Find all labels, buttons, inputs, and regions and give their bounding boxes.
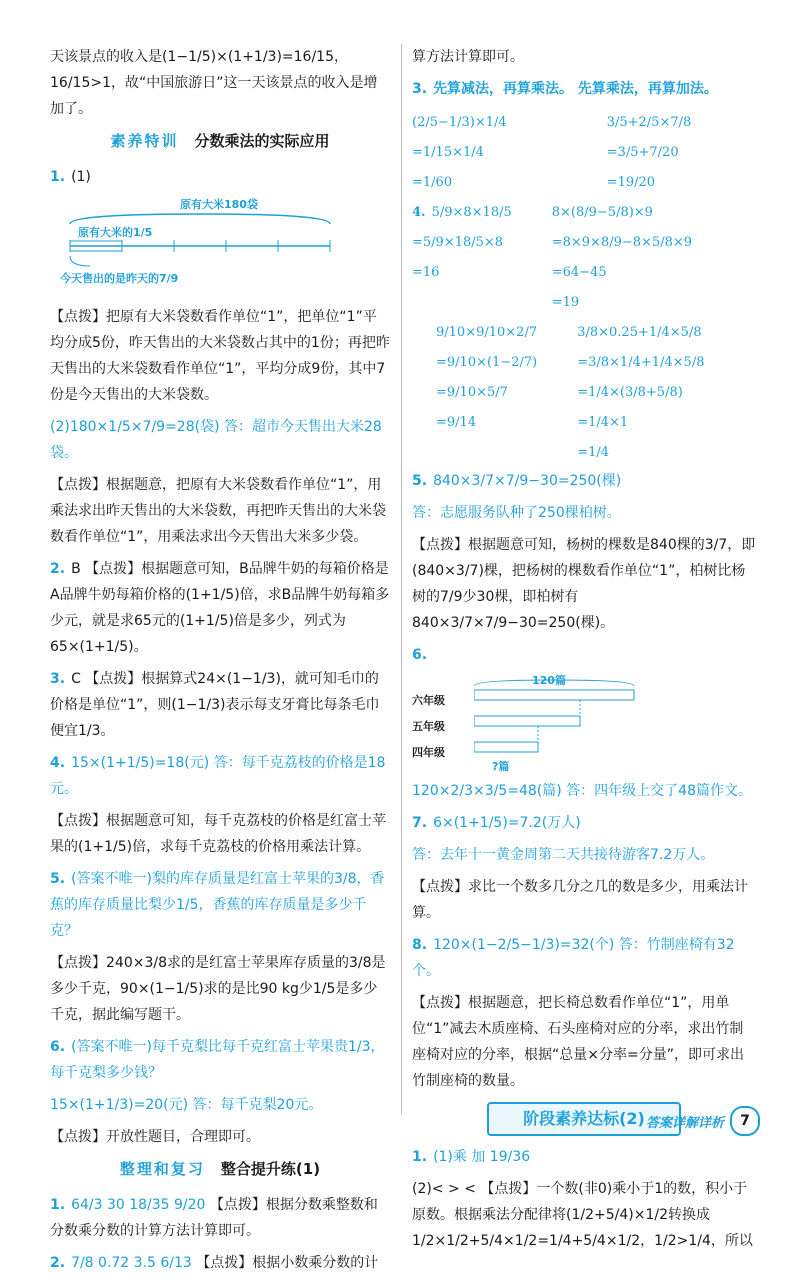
diagram-total-label: 原有大米180袋 [180, 198, 258, 211]
column-divider [401, 44, 402, 1114]
r4-a [412, 198, 512, 318]
r3-calcs [412, 108, 756, 198]
q4-text: 15×(1+1/5)=18(元) 答：每千克荔枝的价格是18元。 [50, 755, 386, 797]
q1-tip: 【点拨】把原有大米袋数看作单位“1”，把单位“1”平均分成5份，昨天售出的大米袋数占其中的1份；再把昨天售出的大米袋数看作单位“1”，平均分成9份，其中7份是今天售出的大米袋数。 [50, 309, 390, 403]
r7-calc: 6×(1+1/5)=7.2(万人) [433, 815, 581, 831]
q-number: 7. [412, 815, 428, 831]
calc-line: =3/5+7/20 [606, 145, 679, 160]
rice-diagram [50, 196, 390, 296]
r4-calcs-top [412, 198, 756, 318]
diagram6-g4: 四年级 [412, 746, 445, 759]
q4-tip: 【点拨】根据题意可知，每千克荔枝的价格是红富士苹果的(1+1/5)倍，求每千克荔枝的价格用乘法计算。 [50, 813, 386, 855]
r4-c [412, 318, 537, 468]
q-number: 1. [50, 169, 66, 185]
q6-calc: 15×(1+1/3)=20(元) 答：每千克梨20元。 [50, 1097, 323, 1113]
calc-line: =9/14 [436, 415, 477, 430]
q-number: 1. [412, 1149, 428, 1165]
r8-calc: 120×(1−2/5−1/3)=32(个) 答：竹制座椅有32个。 [412, 937, 735, 979]
continued-text: 算方法计算即可。 [412, 49, 524, 65]
r5-calc: 840×3/7×7/9−30=250(棵) [433, 473, 622, 489]
s1-part2: (2)< > < 【点拨】一个数(非0)乘小于1的数，积小于原数。根据乘法分配律将(1/2+5/4)×1/2转换成1/2×1/2+5/4×1/2=1/4+5/4×1/2，1/2>1/4，所以 [412, 1181, 753, 1249]
q3-text: C 【点拨】根据算式24×(1−1/3)，就可知毛巾的价格是单位“1”，则(1−1/3)表示每支牙膏比每条毛巾便宜1/3。 [50, 671, 380, 739]
left-column [50, 44, 390, 1282]
q-number: 5. [50, 871, 66, 887]
calc-line: 5/9×8×18/5 [431, 205, 512, 220]
calc-line: =9/10×(1−2/7) [436, 355, 538, 370]
section-header [50, 128, 390, 154]
r5-tip: 【点拨】根据题意可知，杨树的棵数是840棵的3/7，即(840×3/7)棵，把杨树的棵数看作单位“1”，柏树比杨树的7/9少30棵，即柏树有840×3/7×7/9−30=250(棵)。 [412, 537, 756, 631]
q5-text: (答案不唯一)梨的库存质量是红富士苹果的3/8，香蕉的库存质量比梨少1/5，香蕉的库存质量是多少千克？ [50, 871, 385, 939]
q1-part2: (2)180×1/5×7/9=28(袋) 答：超市今天售出大米28袋。 [50, 419, 382, 461]
calc-line: =1/4 [577, 445, 610, 460]
r7-tip: 【点拨】求比一个数多几分之几的数是多少，用乘法计算。 [412, 879, 748, 921]
r2-answers: 7/8 0.72 3.5 6/13 [71, 1255, 192, 1271]
calc-line: 9/10×9/10×2/7 [436, 325, 538, 340]
r8-tip: 【点拨】根据题意，把长椅总数看作单位“1”，用单位“1”减去木质座椅、石头座椅对应的分率，求出竹制座椅对应的分率，根据“总量×分率=分量”，即可求出竹制座椅的数量。 [412, 995, 744, 1089]
q2-text: B 【点拨】根据题意可知，B品牌牛奶的每箱价格是A品牌牛奶每箱价格的(1+1/5)倍，求B品牌牛奶每箱多少元，就是求65元的(1+1/5)倍是多少，列式为65×(1+1/5)。 [50, 561, 390, 655]
r1-tip: 【点拨】根据分数乘整数和分数乘分数的计算方法计算即可。 [50, 1197, 378, 1239]
calc-line: =8×9×8/9−8×5/8×9 [551, 235, 693, 250]
q-number: 1. [50, 1197, 66, 1213]
r1-answers: 64/3 30 18/35 9/20 [71, 1197, 206, 1213]
q-number: 8. [412, 937, 428, 953]
q6-text: (答案不唯一)每千克梨比每千克红富士苹果贵1/3，每千克梨多少钱？ [50, 1039, 385, 1081]
calc-line: =1/4×(3/8+5/8) [577, 385, 683, 400]
section-title: 分数乘法的实际应用 [194, 132, 330, 150]
calc-line: =5/9×18/5×8 [412, 235, 504, 250]
calc-line: =1/60 [412, 175, 453, 190]
q6-tip: 【点拨】开放性题目，合理即可。 [50, 1129, 260, 1145]
q-number: 3. [412, 81, 428, 97]
calc-line: 8×(8/9−5/8)×9 [551, 205, 653, 220]
right-column [412, 44, 756, 1260]
r5-answer: 答：志愿服务队种了250棵柏树。 [412, 505, 621, 521]
calc-line: 3/8×0.25+1/4×5/8 [577, 325, 702, 340]
r4-d [577, 318, 704, 468]
calc-line: =1/4×1 [577, 415, 629, 430]
r4-b [552, 198, 692, 318]
diagram-orig-label: 原有大米的1/5 [78, 226, 153, 239]
diagram6-total: 120篇 [532, 674, 566, 687]
r4-calcs-bottom [412, 318, 756, 468]
diagram6-g6: 六年级 [412, 694, 445, 707]
r3-a [412, 108, 507, 198]
intro-text: 天该景点的收入是(1−1/5)×(1+1/3)=16/15，16/15>1，故“中国旅游日”这一天该景点的收入是增加了。 [50, 49, 378, 117]
section-badge: 素养特训 [110, 132, 179, 150]
calc-line: 3/5+2/5×7/8 [606, 115, 692, 130]
q-number: 2. [50, 561, 66, 577]
review-title: 整合提升练(1) [220, 1160, 321, 1178]
calc-line: =16 [412, 265, 440, 280]
footer-label: 答案详解详析 [645, 1115, 724, 1131]
stage-title: 阶段素养达标(2) [487, 1102, 681, 1136]
page-number: 7 [730, 1106, 760, 1136]
calc-line: =1/15×1/4 [412, 145, 484, 160]
q1-part2-tip: 【点拨】根据题意，把原有大米袋数看作单位“1”，用乘法求出昨天售出的大米袋数，再把昨天售出的大米袋数看作单位“1”，用乘法求出今天售出大米多少袋。 [50, 477, 386, 545]
review-header [50, 1156, 390, 1182]
essay-diagram [412, 674, 756, 773]
calc-line: (2/5−1/3)×1/4 [412, 115, 507, 130]
r2-tip: 【点拨】根据小数乘分数的计 [196, 1255, 379, 1271]
q5-tip: 【点拨】240×3/8求的是红富士苹果库存质量的3/8是多少千克，90×(1−1/5)求的是比90 kg少1/5是多少千克，据此编写题干。 [50, 955, 386, 1023]
diagram6-g5: 五年级 [412, 720, 445, 733]
calc-line: =19/20 [606, 175, 656, 190]
q-number: 6. [412, 647, 428, 663]
q1-head: (1) [71, 169, 91, 185]
q-number: 3. [50, 671, 66, 687]
calc-line: =9/10×5/7 [436, 385, 508, 400]
q-number: 6. [50, 1039, 66, 1055]
r7-answer: 答：去年十一黄金周第二天共接待游客7.2万人。 [412, 847, 715, 863]
q-number: 5. [412, 473, 428, 489]
calc-line: =19 [551, 295, 580, 310]
r3-head: 先算减法，再算乘法。 先算乘法，再算加法。 [433, 81, 718, 97]
review-badge: 整理和复习 [119, 1160, 205, 1178]
page-footer [646, 1106, 760, 1136]
calc-line: =3/8×1/4+1/4×5/8 [577, 355, 705, 370]
calc-line: =64−45 [551, 265, 607, 280]
diagram-today-label: 今天售出的是昨天的7/9 [60, 272, 179, 285]
r6-calc: 120×2/3×3/5=48(篇) 答：四年级上交了48篇作文。 [412, 783, 752, 799]
q-number: 4. [50, 755, 66, 771]
s1-answers: (1)乘 加 19/36 [433, 1149, 531, 1165]
diagram6-question: ?篇 [492, 760, 510, 773]
q-number: 2. [50, 1255, 66, 1271]
r3-b [607, 108, 692, 198]
q-number: 4. [412, 205, 426, 220]
